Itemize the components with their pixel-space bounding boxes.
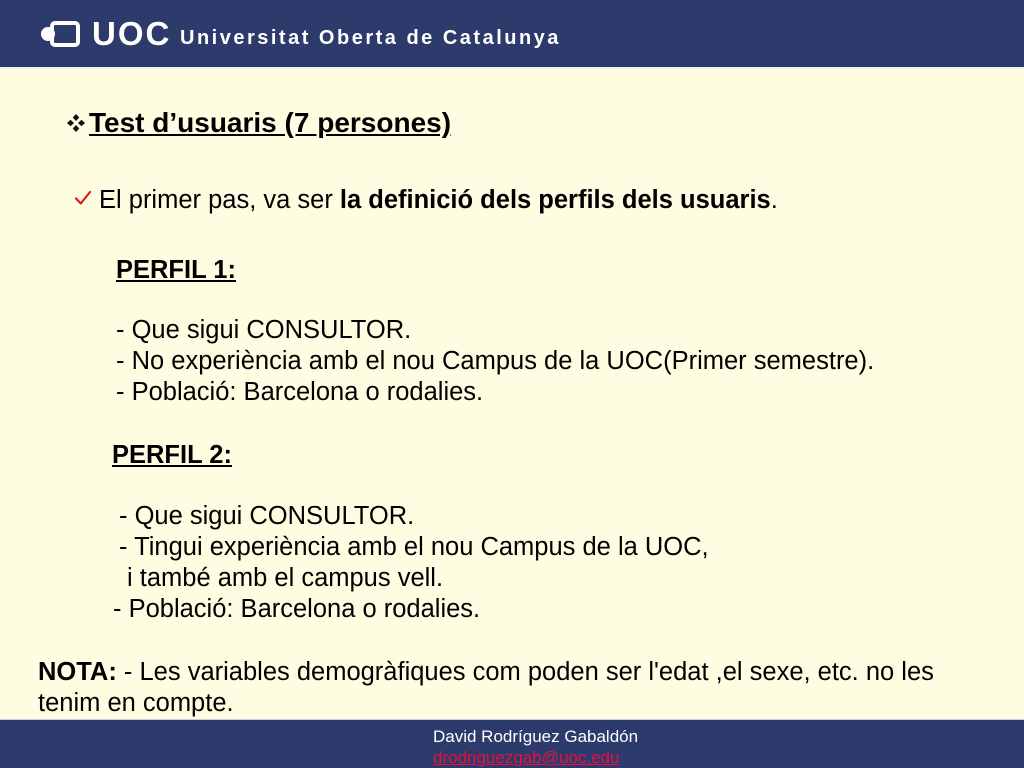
intro-text-before: El primer pas, va ser <box>99 186 340 214</box>
intro-text-bold: la definició dels perfils dels usuaris <box>339 186 771 214</box>
institution-name: Universitat Oberta de Catalunya <box>180 27 561 49</box>
note-paragraph <box>38 657 968 719</box>
note-text: - Les variables demogràfiques com poden ser l'edat ,el sexe, etc. no les tenim en compte. <box>38 658 934 717</box>
profile-2-line: - Que sigui CONSULTOR. <box>119 502 415 530</box>
intro-text-after: . <box>770 186 778 214</box>
logo-text: UOC <box>92 15 172 52</box>
profile-1-line: - Que sigui CONSULTOR. <box>116 316 412 344</box>
header-bar <box>0 0 1024 69</box>
footer-author: David Rodríguez Gabaldón <box>433 727 639 746</box>
profile-2-line: - Població: Barcelona o rodalies. <box>113 595 481 623</box>
profile-1-heading: PERFIL 1: <box>116 256 236 284</box>
intro-text <box>99 185 778 216</box>
profile-1-line: - Població: Barcelona o rodalies. <box>116 378 484 406</box>
footer-bar <box>0 719 1024 768</box>
check-icon <box>74 189 92 207</box>
footer-email-link[interactable]: drodriguezgab@uoc.edu <box>433 748 620 767</box>
profile-1-line: - No experiència amb el nou Campus de la UOC(Primer semestre). <box>116 347 875 375</box>
uoc-logo-mark-icon <box>40 20 80 48</box>
profile-2-line: i també amb el campus vell. <box>127 564 444 592</box>
profile-2-line: - Tingui experiència amb el nou Campus de la UOC, <box>119 533 709 561</box>
four-diamond-bullet-icon <box>66 113 86 133</box>
slide-title: Test d’usuaris (7 persones) <box>89 107 452 138</box>
profile-2-heading: PERFIL 2: <box>112 441 232 469</box>
note-label: NOTA: <box>38 658 117 686</box>
